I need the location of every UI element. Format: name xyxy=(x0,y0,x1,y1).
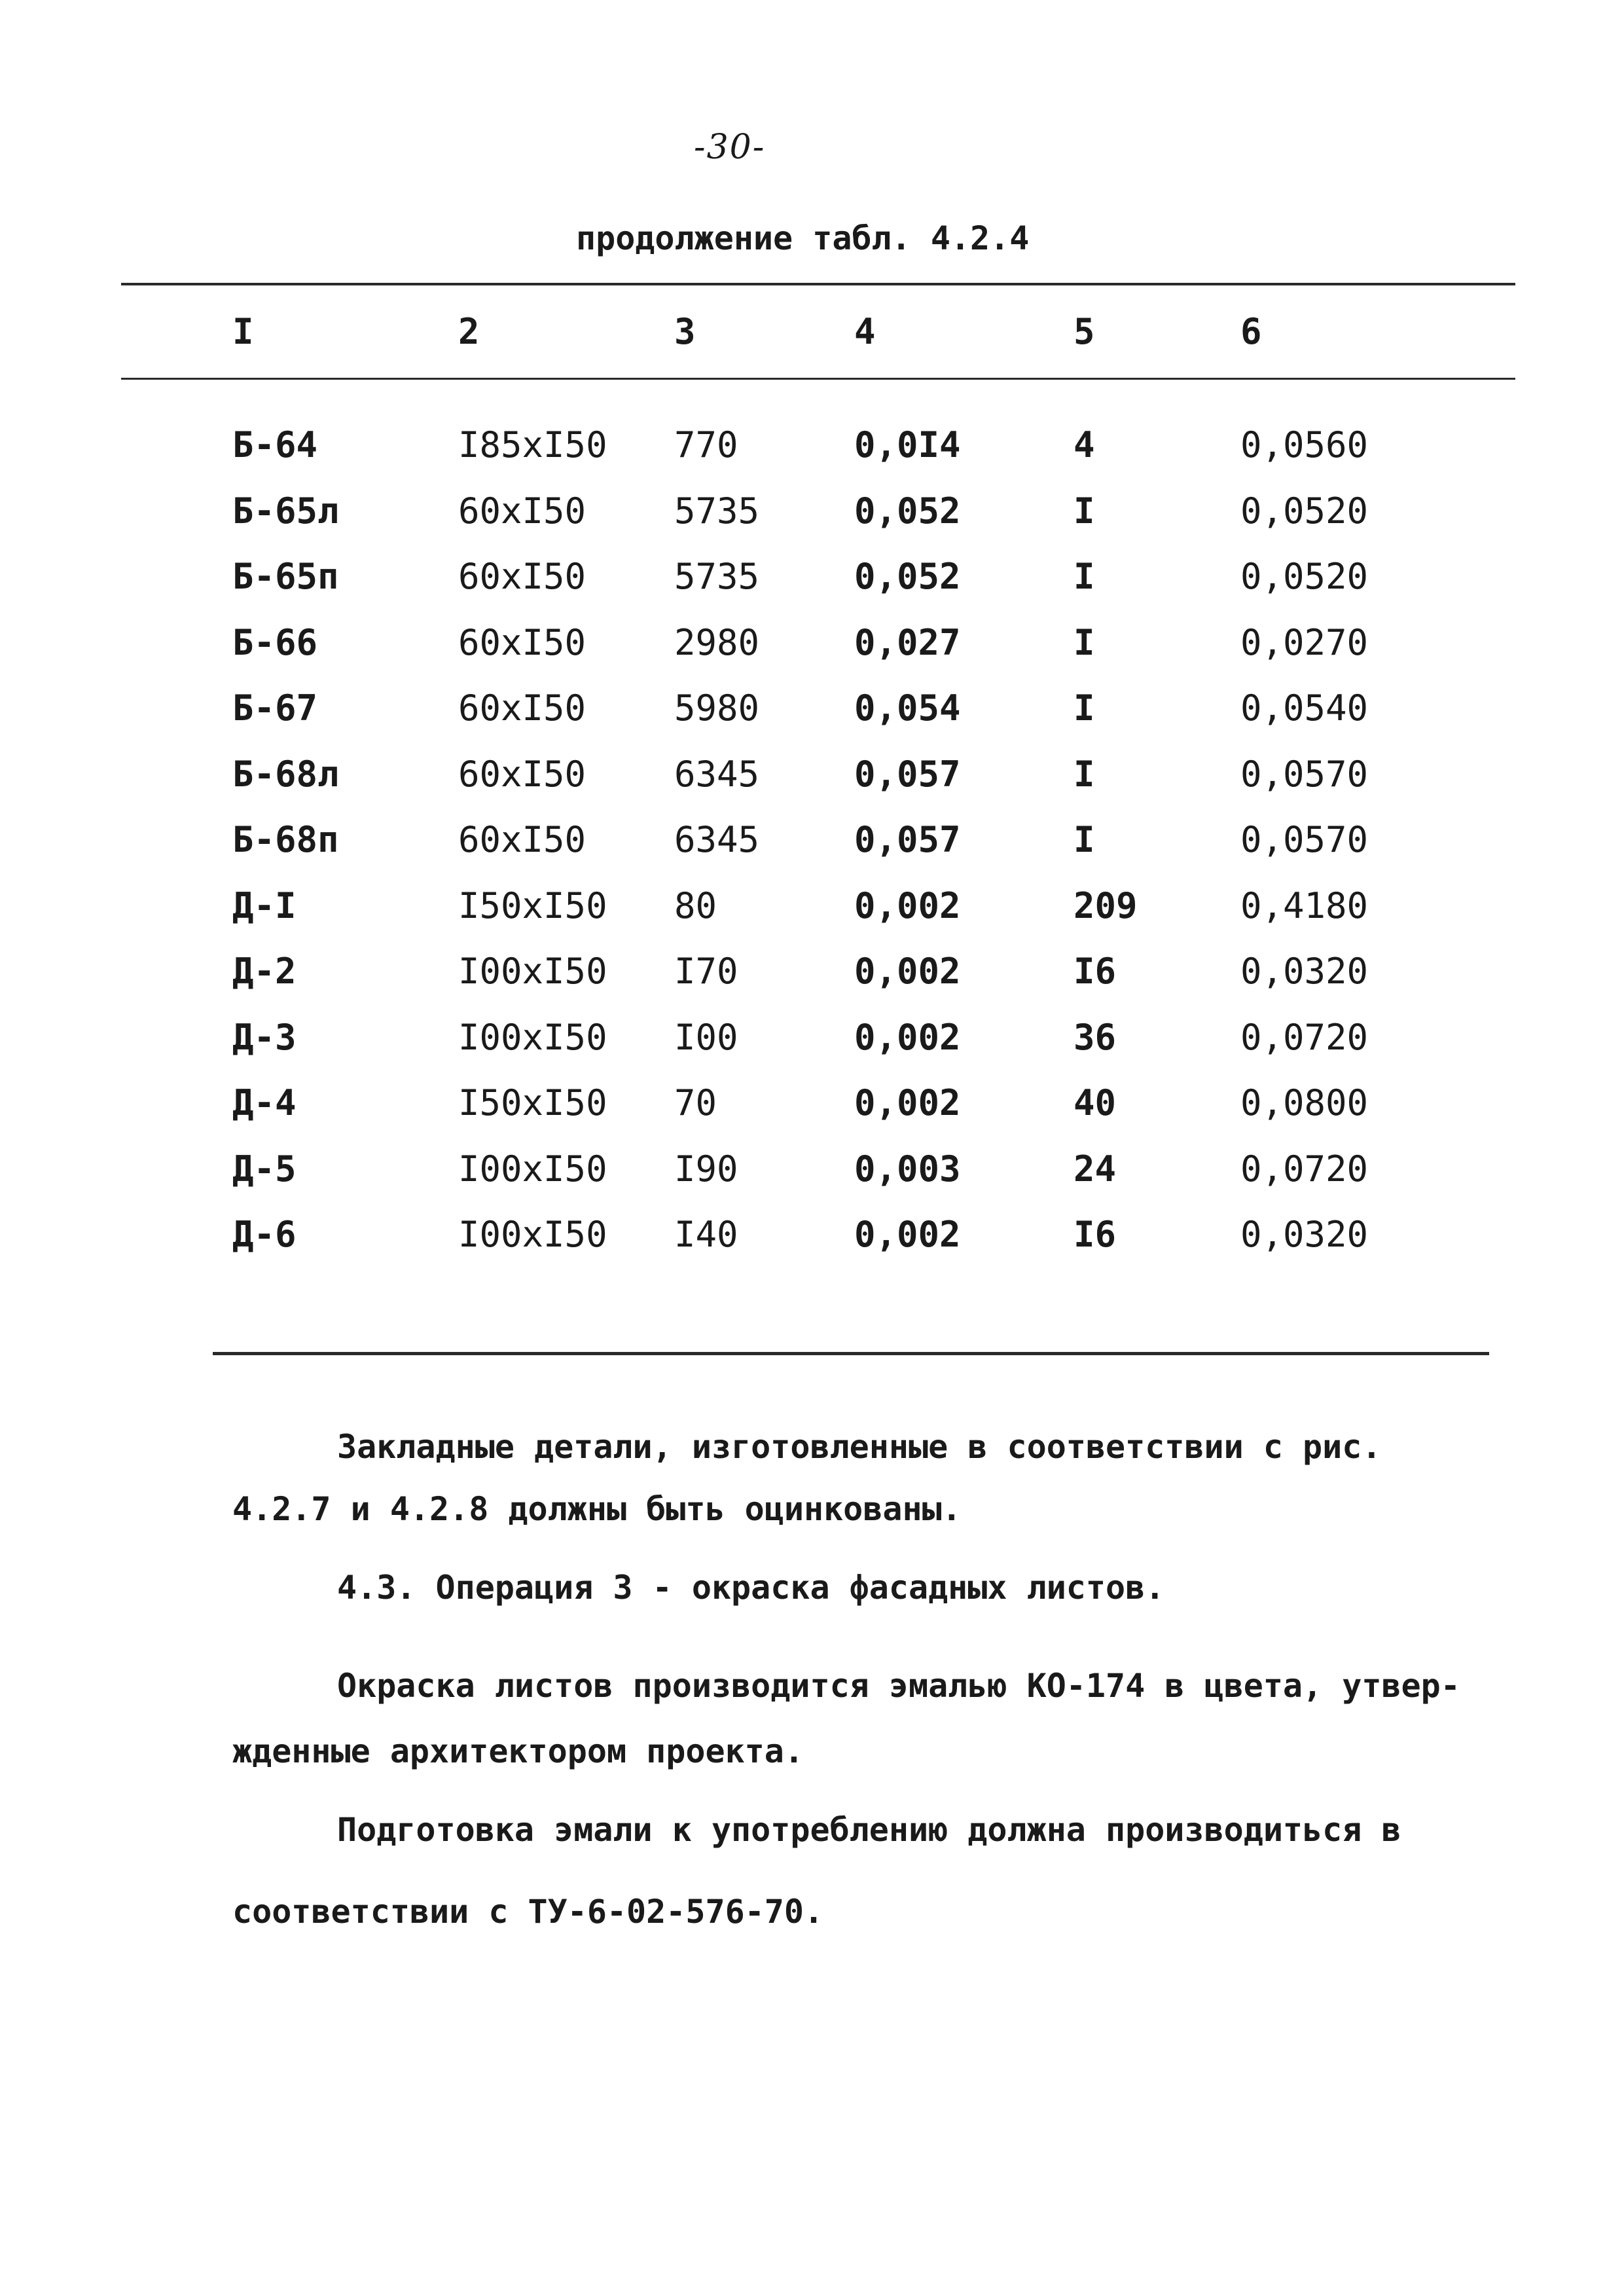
table-cell: Б-67 xyxy=(232,687,318,729)
table-cell: 209 xyxy=(1074,885,1138,926)
table-cell: I40 xyxy=(674,1214,738,1255)
table-cell: I6 xyxy=(1074,1214,1117,1255)
table-cell: Б-68п xyxy=(232,819,339,860)
column-header: I xyxy=(232,311,254,352)
table-cell: 60xI50 xyxy=(458,754,586,795)
paragraph-line: соответствии с ТУ-6-02-576-70. xyxy=(232,1893,824,1931)
table-cell: 5735 xyxy=(674,490,760,532)
table-caption: продолжение табл. 4.2.4 xyxy=(576,219,1030,257)
table-cell: 6345 xyxy=(674,754,760,795)
page-number: -30- xyxy=(694,128,766,167)
table-cell: 0,0320 xyxy=(1240,1214,1369,1255)
table-cell: 0,052 xyxy=(854,556,961,597)
table-cell: I xyxy=(1074,819,1095,860)
table-cell: 0,002 xyxy=(854,1082,961,1123)
table-bottom-rule xyxy=(213,1352,1489,1355)
table-cell: 60xI50 xyxy=(458,687,586,729)
table-cell: 80 xyxy=(674,885,717,926)
table-cell: I xyxy=(1074,490,1095,532)
table-cell: 0,0800 xyxy=(1240,1082,1369,1123)
table-cell: 0,054 xyxy=(854,687,961,729)
table-cell: 4 xyxy=(1074,424,1095,465)
table-cell: 0,0I4 xyxy=(854,424,961,465)
table-cell: Б-66 xyxy=(232,622,318,663)
table-cell: Б-65п xyxy=(232,556,339,597)
table-cell: I xyxy=(1074,687,1095,729)
table-cell: 0,0520 xyxy=(1240,556,1369,597)
table-cell: 5980 xyxy=(674,687,760,729)
table-cell: Д-6 xyxy=(232,1214,297,1255)
paragraph-line: Закладные детали, изготовленные в соответствии с рис. xyxy=(337,1428,1382,1466)
paragraph-line: Подготовка эмали к употреблению должна производиться в xyxy=(337,1811,1401,1849)
table-cell: I00xI50 xyxy=(458,1214,607,1255)
table-cell: 0,003 xyxy=(854,1148,961,1190)
paragraph-line: жденные архитектором проекта. xyxy=(232,1732,804,1770)
column-header: 4 xyxy=(854,311,876,352)
table-cell: I50xI50 xyxy=(458,1082,607,1123)
table-cell: I xyxy=(1074,754,1095,795)
table-cell: I85xI50 xyxy=(458,424,607,465)
table-top-rule xyxy=(121,283,1515,285)
table-cell: 0,057 xyxy=(854,819,961,860)
table-cell: 60xI50 xyxy=(458,622,586,663)
table-cell: Д-4 xyxy=(232,1082,297,1123)
table-cell: 36 xyxy=(1074,1017,1117,1058)
table-cell: Д-I xyxy=(232,885,297,926)
table-cell: 0,0520 xyxy=(1240,490,1369,532)
table-cell: I xyxy=(1074,556,1095,597)
table-cell: I6 xyxy=(1074,951,1117,992)
table-cell: 0,0720 xyxy=(1240,1148,1369,1190)
table-cell: I xyxy=(1074,622,1095,663)
table-cell: 0,0270 xyxy=(1240,622,1369,663)
table-cell: Д-5 xyxy=(232,1148,297,1190)
table-cell: 60xI50 xyxy=(458,819,586,860)
table-cell: I00xI50 xyxy=(458,1017,607,1058)
table-cell: 60xI50 xyxy=(458,490,586,532)
paragraph-line: Окраска листов производится эмалью КО-174 в цвета, утвер- xyxy=(337,1667,1460,1705)
table-cell: 0,002 xyxy=(854,951,961,992)
table-cell: 0,0320 xyxy=(1240,951,1369,992)
table-cell: 0,002 xyxy=(854,885,961,926)
table-cell: 2980 xyxy=(674,622,760,663)
table-cell: 6345 xyxy=(674,819,760,860)
table-cell: 0,0540 xyxy=(1240,687,1369,729)
table-cell: I90 xyxy=(674,1148,738,1190)
table-header-rule xyxy=(121,378,1515,380)
table-cell: 0,0570 xyxy=(1240,754,1369,795)
table-cell: Б-64 xyxy=(232,424,318,465)
table-cell: Д-3 xyxy=(232,1017,297,1058)
table-cell: 0,0720 xyxy=(1240,1017,1369,1058)
table-cell: 0,0560 xyxy=(1240,424,1369,465)
table-cell: 0,027 xyxy=(854,622,961,663)
table-cell: 0,052 xyxy=(854,490,961,532)
table-cell: 60xI50 xyxy=(458,556,586,597)
table-cell: I00xI50 xyxy=(458,1148,607,1190)
column-header: 2 xyxy=(458,311,480,352)
table-cell: 770 xyxy=(674,424,738,465)
table-cell: 40 xyxy=(1074,1082,1117,1123)
table-cell: 24 xyxy=(1074,1148,1117,1190)
table-cell: I50xI50 xyxy=(458,885,607,926)
section-heading: 4.3. Операция 3 - окраска фасадных листов. xyxy=(337,1569,1165,1607)
table-cell: 0,0570 xyxy=(1240,819,1369,860)
table-cell: Б-65л xyxy=(232,490,339,532)
table-cell: 5735 xyxy=(674,556,760,597)
paragraph-line: 4.2.7 и 4.2.8 должны быть оцинкованы. xyxy=(232,1490,962,1528)
table-cell: I00 xyxy=(674,1017,738,1058)
column-header: 3 xyxy=(674,311,696,352)
table-cell: Б-68л xyxy=(232,754,339,795)
table-cell: 70 xyxy=(674,1082,717,1123)
column-header: 6 xyxy=(1240,311,1262,352)
column-header: 5 xyxy=(1074,311,1095,352)
table-cell: 0,002 xyxy=(854,1017,961,1058)
table-cell: 0,057 xyxy=(854,754,961,795)
table-cell: Д-2 xyxy=(232,951,297,992)
table-cell: I00xI50 xyxy=(458,951,607,992)
table-cell: 0,002 xyxy=(854,1214,961,1255)
table-cell: 0,4180 xyxy=(1240,885,1369,926)
table-cell: I70 xyxy=(674,951,738,992)
